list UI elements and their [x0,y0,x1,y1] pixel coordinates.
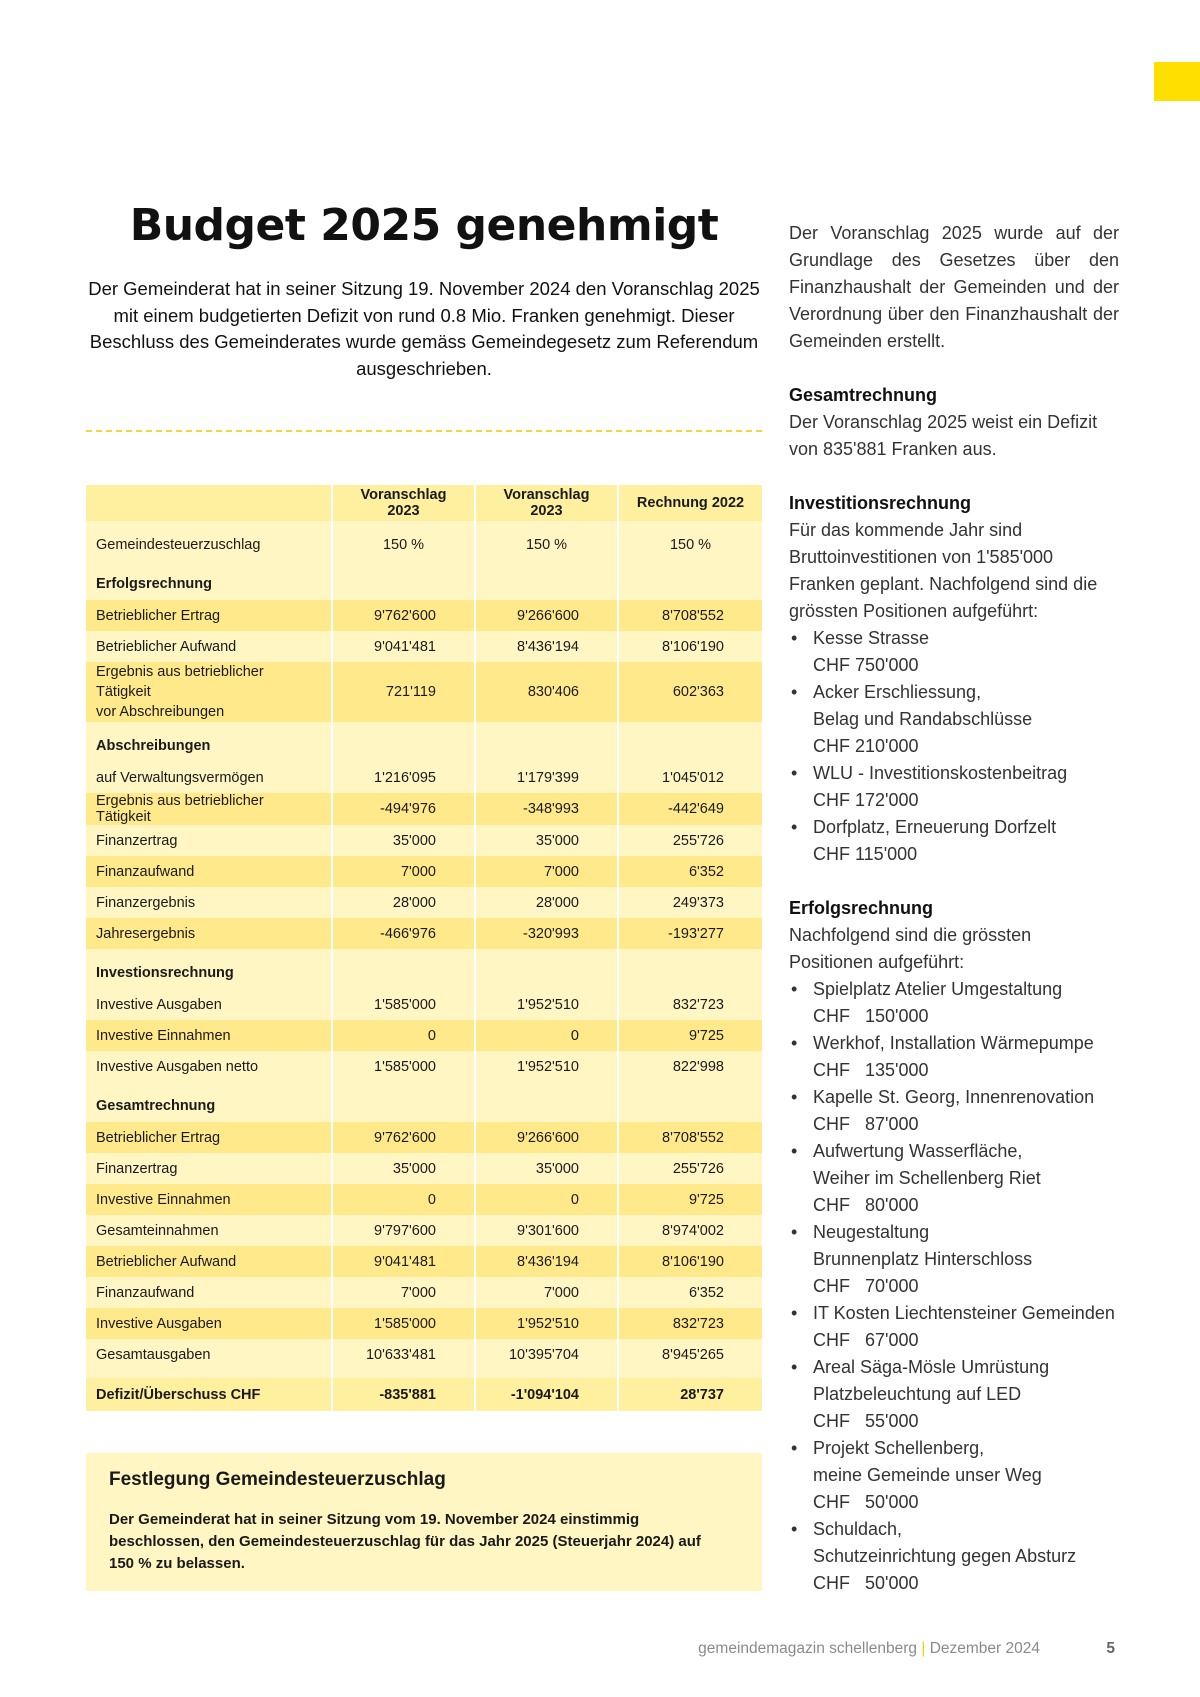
table-row [86,887,762,918]
cell-value: 0 [331,1020,474,1051]
section-title: Gesamtrechnung [86,1090,331,1122]
total-label: Defizit/Überschuss CHF [86,1378,331,1411]
total-value: -835'881 [331,1378,474,1411]
table-row [86,1277,762,1308]
footer-magazine: gemeindemagazin schellenberg [698,1640,918,1657]
table-row [86,1122,762,1153]
row-label: Betrieblicher Aufwand [86,631,331,662]
cell-value: 6'352 [617,856,762,887]
cell-value: 9'762'600 [331,600,474,631]
cell-value: 150 % [617,529,762,560]
row-label: Investive Ausgaben [86,1308,331,1339]
row-label [86,662,331,722]
cell-value: 9'725 [617,1184,762,1215]
erfolg-list [789,976,1119,1597]
gesamt-heading: Gesamtrechnung [789,385,938,405]
total-value: 28'737 [617,1378,762,1411]
tax-box-title: Festlegung Gemeindesteuerzuschlag [109,1469,446,1490]
list-item: • Projekt Schellenberg, meine Gemeinde unser Weg CHF 50'000 [791,1438,1042,1512]
cell-value: 150 % [474,529,617,560]
budget-table [86,485,762,1411]
table-row [86,1246,762,1277]
row-label: Finanzertrag [86,1153,331,1184]
gesamt-text: Der Voranschlag 2025 weist ein Defizit von 835'881 Franken aus. [789,412,1098,459]
table-row [86,1153,762,1184]
list-item: • WLU - Investitionskostenbeitrag CHF 172'000 [791,763,1068,810]
row-label: Betrieblicher Ertrag [86,1122,331,1153]
table-row [86,825,762,856]
row-label: auf Verwaltungsvermögen [86,762,331,793]
invest-list [789,625,1119,868]
cell-value: 832'723 [617,989,762,1020]
cell-value: 10'395'704 [474,1339,617,1370]
row-label-line: Ergebnis aus betrieblicher Tätigkeit [96,664,264,700]
list-item: • Schuldach, Schutzeinrichtung gegen Absturz CHF 50'000 [791,1519,1077,1593]
page-title: Budget 2025 genehmigt [129,200,719,251]
tax-info-box [86,1453,762,1591]
section-header-row [86,730,762,762]
right-column [789,220,1119,1597]
cell-value: 8'974'002 [617,1215,762,1246]
footer-date: Dezember 2024 [929,1640,1040,1657]
cell-value: 1'952'510 [474,989,617,1020]
section-title: Erfolgsrechnung [86,568,331,600]
cell-value: 35'000 [331,825,474,856]
cell-value: -442'649 [617,793,762,825]
cell-value: 35'000 [331,1153,474,1184]
cell-value: -494'976 [331,793,474,825]
table-header-cell: Voranschlag 2023 [331,485,474,521]
cell-value: 10'633'481 [331,1339,474,1370]
table-row [86,1020,762,1051]
cell-value: -466'976 [331,918,474,949]
cell-value: 602'363 [617,662,762,722]
table-row [86,529,762,560]
cell-value: 9'266'600 [474,600,617,631]
cell-value: 0 [474,1184,617,1215]
invest-heading: Investitionsrechnung [789,493,972,513]
cell-value: 8'436'194 [474,631,617,662]
dashed-divider [86,430,762,432]
cell-value: 249'373 [617,887,762,918]
list-item: • Kesse Strasse CHF 750'000 [791,628,930,675]
table-row [86,1339,762,1370]
cell-value: 9'041'481 [331,631,474,662]
cell-value: 255'726 [617,825,762,856]
row-label: Investive Einnahmen [86,1020,331,1051]
row-label: Gesamteinnahmen [86,1215,331,1246]
total-value: -1'094'104 [474,1378,617,1411]
cell-value: 7'000 [331,856,474,887]
cell-value: 1'585'000 [331,989,474,1020]
list-item: • Areal Säga-Mösle Umrüstung Platzbeleuchtung auf LED CHF 55'000 [791,1357,1050,1431]
list-item: • IT Kosten Liechtensteiner Gemeinden CHF 67'000 [791,1303,1115,1350]
cell-value: 28'000 [474,887,617,918]
right-intro: Der Voranschlag 2025 wurde auf der Grundlage des Gesetzes über den Finanzhaushalt der Gemeinden und der Verordnung über den Finanzhaushalt der Gemeinden erstellt. [789,223,1119,351]
cell-value: 7'000 [474,1277,617,1308]
section-title: Investionsrechnung [86,957,331,989]
table-header-cell: Voranschlag 2023 [474,485,617,521]
row-label: Investive Einnahmen [86,1184,331,1215]
list-item: • Acker Erschliessung, Belag und Randabschlüsse CHF 210'000 [791,682,1033,756]
cell-value: 1'952'510 [474,1051,617,1082]
cell-value: 9'762'600 [331,1122,474,1153]
cell-value: 255'726 [617,1153,762,1184]
cell-value: -348'993 [474,793,617,825]
list-item: • Spielplatz Atelier Umgestaltung CHF 150'000 [791,979,1063,1026]
total-row [86,1378,762,1411]
table-row [86,1308,762,1339]
row-label: Finanzertrag [86,825,331,856]
table-row [86,1051,762,1082]
section-header-row [86,1090,762,1122]
list-item: • Neugestaltung Brunnenplatz Hinterschloss CHF 70'000 [791,1222,1033,1296]
table-header-cell [86,485,331,521]
row-label: Gemeindesteuerzuschlag [86,529,331,560]
table-row [86,631,762,662]
cell-value: 35'000 [474,825,617,856]
cell-value: 35'000 [474,1153,617,1184]
table-row [86,856,762,887]
row-label: Ergebnis aus betrieblicher Tätigkeit [86,793,331,825]
list-item: • Kapelle St. Georg, Innenrenovation CHF 87'000 [791,1087,1095,1134]
cell-value: 8'708'552 [617,600,762,631]
intro-text: Der Gemeinderat hat in seiner Sitzung 19. November 2024 den Voranschlag 2025 mit einem budgetierten Defizit von rund 0.8 Mio. Franken genehmigt. Dieser Beschluss des Gemeinderates wurde gemäss Gemeindegesetz zum Referendum ausgeschrieben. [88,278,760,379]
cell-value: -320'993 [474,918,617,949]
cell-value: 28'000 [331,887,474,918]
row-label: Betrieblicher Ertrag [86,600,331,631]
section-header-row [86,957,762,989]
list-item: • Dorfplatz, Erneuerung Dorfzelt CHF 115'000 [791,817,1057,864]
cell-value: 8'106'190 [617,631,762,662]
cell-value: 0 [331,1184,474,1215]
erfolg-text: Nachfolgend sind die grössten Positionen aufgeführt: [789,925,1032,972]
cell-value: 1'952'510 [474,1308,617,1339]
row-label: Investive Ausgaben netto [86,1051,331,1082]
row-label: Jahresergebnis [86,918,331,949]
row-label-line: vor Abschreibungen [96,704,225,720]
row-label: Gesamtausgaben [86,1339,331,1370]
table-row [86,793,762,825]
cell-value: 9'266'600 [474,1122,617,1153]
cell-value: 822'998 [617,1051,762,1082]
cell-value: 8'708'552 [617,1122,762,1153]
cell-value: 830'406 [474,662,617,722]
row-label: Betrieblicher Aufwand [86,1246,331,1277]
list-item: • Aufwertung Wasserfläche, Weiher im Schellenberg Riet CHF 80'000 [791,1141,1041,1215]
table-row [86,762,762,793]
cell-value: 1'585'000 [331,1051,474,1082]
table-row [86,989,762,1020]
cell-value: 150 % [331,529,474,560]
cell-value: 9'041'481 [331,1246,474,1277]
table-row [86,1184,762,1215]
table-row [86,662,762,722]
cell-value: 1'045'012 [617,762,762,793]
row-label: Finanzaufwand [86,1277,331,1308]
cell-value: 8'945'265 [617,1339,762,1370]
cell-value: 6'352 [617,1277,762,1308]
table-row [86,600,762,631]
list-item: • Werkhof, Installation Wärmepumpe CHF 135'000 [791,1033,1094,1080]
cell-value: 1'179'399 [474,762,617,793]
page-number: 5 [1106,1640,1115,1657]
cell-value: 1'216'095 [331,762,474,793]
cell-value: -193'277 [617,918,762,949]
cell-value: 7'000 [331,1277,474,1308]
cell-value: 8'106'190 [617,1246,762,1277]
cell-value: 832'723 [617,1308,762,1339]
cell-value: 1'585'000 [331,1308,474,1339]
cell-value: 9'797'600 [331,1215,474,1246]
section-header-row [86,568,762,600]
table-header-cell: Rechnung 2022 [617,485,762,521]
invest-text: Für das kommende Jahr sind Bruttoinvestitionen von 1'585'000 Franken geplant. Nachfolgend sind die grössten Positionen aufgeführt: [789,520,1098,621]
row-label: Finanzergebnis [86,887,331,918]
erfolg-heading: Erfolgsrechnung [789,898,934,918]
table-row [86,1215,762,1246]
cell-value: 9'301'600 [474,1215,617,1246]
yellow-page-tab [1154,62,1200,101]
tax-box-text: Der Gemeinderat hat in seiner Sitzung vom 19. November 2024 einstimmig beschlossen, den Gemeindesteuerzuschlag für das Jahr 2025 (Steuerjahr 2024) auf 150 % zu belassen. [109,1511,701,1572]
footer-separator: | [921,1640,926,1657]
table-row [86,918,762,949]
cell-value: 7'000 [474,856,617,887]
cell-value: 9'725 [617,1020,762,1051]
cell-value: 8'436'194 [474,1246,617,1277]
cell-value: 0 [474,1020,617,1051]
row-label: Investive Ausgaben [86,989,331,1020]
cell-value: 721'119 [331,662,474,722]
row-label: Finanzaufwand [86,856,331,887]
section-title: Abschreibungen [86,730,331,762]
table-header-row [86,485,762,521]
